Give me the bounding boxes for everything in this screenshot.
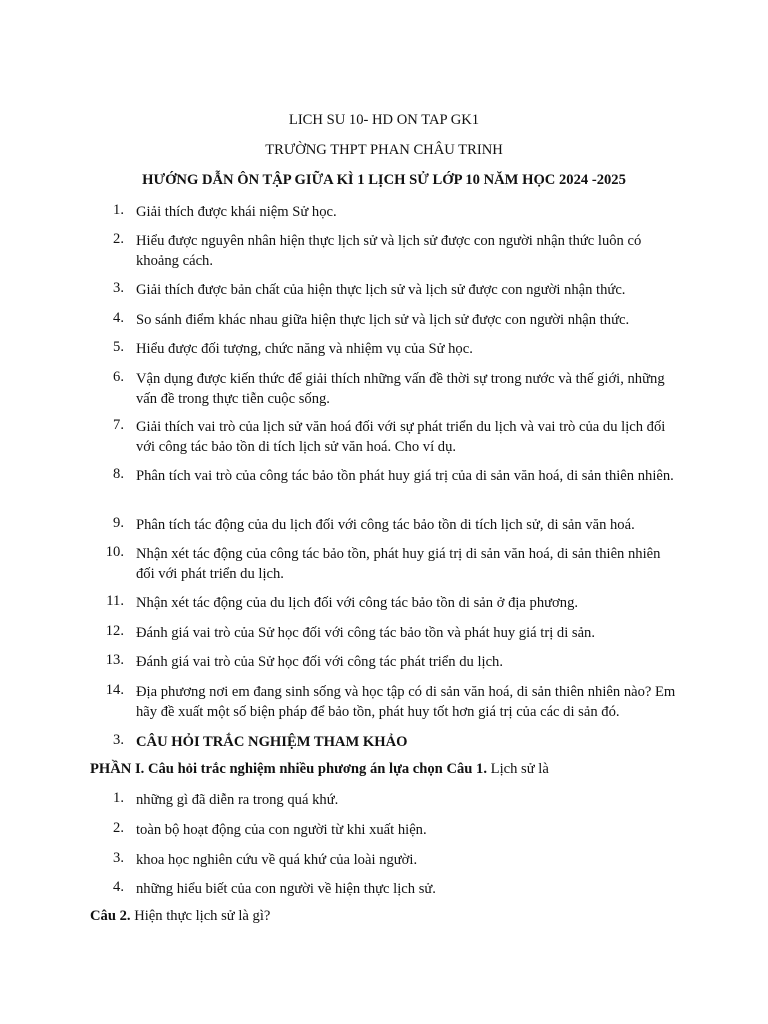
list-item-text: Hiểu được đối tượng, chức năng và nhiệm vụ của Sử học. xyxy=(136,341,473,357)
list-item-text: Giải thích vai trò của lịch sử văn hoá đối với sự phát triển du lịch và vai trò của du lịch đối với công tác bảo tồn di tích lịch sử văn hoá. Cho ví dụ. xyxy=(136,419,666,455)
section-number: 3. xyxy=(113,732,124,748)
option-number: 3. xyxy=(113,850,124,866)
list-item-text: Nhận xét tác động của du lịch đối với công tác bảo tồn di sản ở địa phương. xyxy=(136,595,579,611)
option-number: 4. xyxy=(113,879,124,895)
list-item-number: 1. xyxy=(113,202,124,218)
list-item-number: 10. xyxy=(105,544,124,560)
document-header: LICH SU 10- HD ON TAP GK1 xyxy=(288,112,480,128)
list-item-text: Phân tích tác động của du lịch đối với công tác bảo tồn di tích lịch sử, di sản văn hoá. xyxy=(136,517,635,533)
list-item-number: 13. xyxy=(105,652,124,668)
question-1-stem: Lịch sử là xyxy=(487,761,549,777)
list-item-number: 12. xyxy=(105,623,124,639)
option-text: những gì đã diễn ra trong quá khứ. xyxy=(136,792,339,808)
page-title: HƯỚNG DẪN ÔN TẬP GIỮA KÌ 1 LỊCH SỬ LỚP 10 NĂM HỌC 2024 -2025 xyxy=(142,172,626,188)
question-2-label: Câu 2. xyxy=(90,908,131,924)
option-number: 2. xyxy=(113,820,124,836)
school-name: TRƯỜNG THPT PHAN CHÂU TRINH xyxy=(265,142,503,158)
list-item-number: 7. xyxy=(113,417,124,433)
section-title: CÂU HỎI TRẮC NGHIỆM THAM KHẢO xyxy=(136,734,408,750)
option-number: 1. xyxy=(113,790,124,806)
list-item-text: Giải thích được bản chất của hiện thực lịch sử và lịch sử được con người nhận thức. xyxy=(136,282,626,298)
list-item-text: Phân tích vai trò của công tác bảo tồn phát huy giá trị của di sản văn hoá, di sản thiên nhiên. xyxy=(136,468,674,484)
list-item-number: 3. xyxy=(113,280,124,296)
list-item-number: 8. xyxy=(113,466,124,482)
list-item-text: Giải thích được khái niệm Sử học. xyxy=(136,204,337,220)
part-heading xyxy=(90,761,690,778)
list-item-text: Nhận xét tác động của công tác bảo tồn, phát huy giá trị di sản văn hoá, di sản thiên nhiên đối với phát triển du lịch. xyxy=(136,546,661,582)
list-item-number: 2. xyxy=(113,231,124,247)
list-item-text: Đánh giá vai trò của Sử học đối với công tác phát triển du lịch. xyxy=(136,654,503,670)
list-item-number: 4. xyxy=(113,310,124,326)
list-item-text: Vận dụng được kiến thức để giải thích những vấn đề thời sự trong nước và thế giới, những vấn đề trong thực tiễn cuộc sống. xyxy=(136,371,665,407)
list-item-number: 14. xyxy=(105,682,124,698)
question-2-text: Hiện thực lịch sử là gì? xyxy=(130,908,271,924)
list-item-number: 6. xyxy=(113,369,124,385)
list-item-text: Địa phương nơi em đang sinh sống và học tập có di sản văn hoá, di sản thiên nhiên nào? Em hãy đề xuất một số biện pháp để bảo tồn, phát huy tốt hơn giá trị của các di sản đó. xyxy=(136,684,676,720)
option-text: khoa học nghiên cứu về quá khứ của loài người. xyxy=(136,852,418,868)
list-item-text: Hiểu được nguyên nhân hiện thực lịch sử và lịch sử được con người nhận thức luôn có khoảng cách. xyxy=(136,233,642,269)
list-item-text: So sánh điểm khác nhau giữa hiện thực lịch sử và lịch sử được con người nhận thức. xyxy=(136,312,630,328)
part-heading-bold: PHẦN I. Câu hỏi trắc nghiệm nhiều phương án lựa chọn Câu 1. xyxy=(90,761,487,777)
list-item-number: 9. xyxy=(113,515,124,531)
option-text: những hiểu biết của con người về hiện thực lịch sử. xyxy=(136,881,436,897)
option-text: toàn bộ hoạt động của con người từ khi xuất hiện. xyxy=(136,822,427,838)
list-item-number: 5. xyxy=(113,339,124,355)
list-item-text: Đánh giá vai trò của Sử học đối với công tác bảo tồn và phát huy giá trị di sản. xyxy=(136,625,596,641)
question-2 xyxy=(90,908,690,925)
list-item-number: 11. xyxy=(106,593,124,609)
